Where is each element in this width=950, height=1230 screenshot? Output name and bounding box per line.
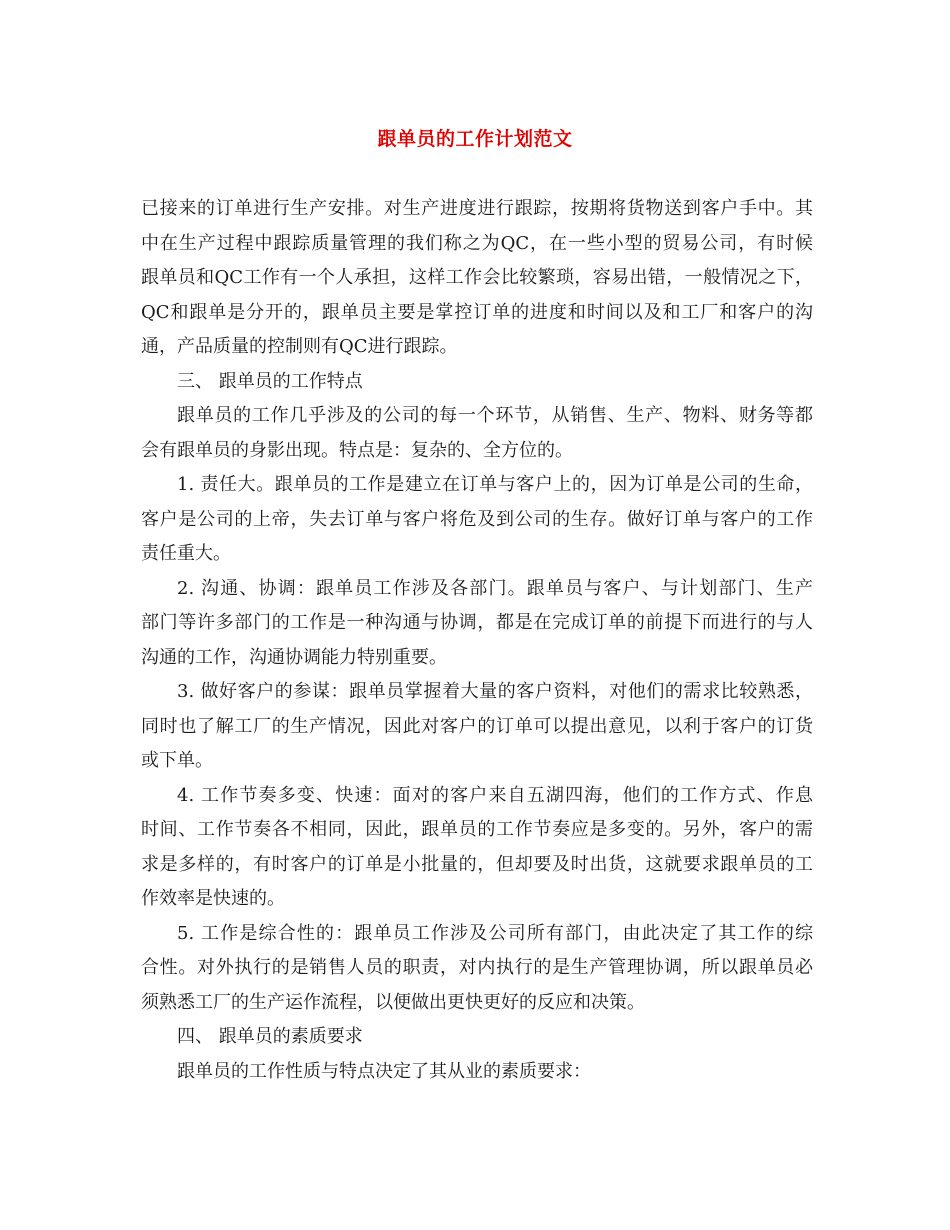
text-line: 3. 做好客户的参谋：跟单员掌握着大量的客户资料，对他们的需求比较熟悉，	[177, 681, 813, 702]
text-line: 1. 责任大。跟单员的工作是建立在订单与客户上的，因为订单是公司的生命，	[177, 474, 813, 495]
text-line: 须熟悉工厂的生产运作流程，以便做出更快更好的反应和决策。	[141, 991, 645, 1013]
text-line: 跟单员的工作性质与特点决定了其从业的素质要求：	[177, 1060, 591, 1082]
text-line: 客户是公司的上帝，失去订单与客户将危及到公司的生存。做好订单与客户的工作	[141, 508, 813, 530]
text-line: 合性。对外执行的是销售人员的职责，对内执行的是生产管理协调，所以跟单员必	[141, 957, 813, 978]
text-line: 跟单员和QC工作有一个人承担，这样工作会比较繁琐，容易出错，一般情况之下，	[141, 267, 813, 288]
text-line: 责任重大。	[141, 543, 231, 564]
text-line: 三、 跟单员的工作特点	[177, 370, 363, 392]
text-line: 求是多样的，有时客户的订单是小批量的，但却要及时出货，这就要求跟单员的工	[141, 853, 813, 875]
text-line: 或下单。	[141, 750, 213, 771]
text-line: 跟单员的工作几乎涉及的公司的每一个环节，从销售、生产、物料、财务等都	[177, 405, 813, 426]
text-line: 2. 沟通、协调：跟单员工作涉及各部门。跟单员与客户、与计划部门、生产	[177, 577, 813, 599]
text-line: 四、 跟单员的素质要求	[177, 1026, 363, 1047]
document-title: 跟单员的工作计划范文	[377, 128, 573, 150]
text-line: 会有跟单员的身影出现。特点是：复杂的、全方位的。	[141, 439, 573, 461]
text-line: 中在生产过程中跟踪质量管理的我们称之为QC，在一些小型的贸易公司，有时候	[141, 232, 813, 254]
text-line: 同时也了解工厂的生产情况，因此对客户的订单可以提出意见，以利于客户的订货	[141, 715, 813, 737]
text-line: 时间、工作节奏各不相同，因此，跟单员的工作节奏应是多变的。另外，客户的需	[141, 819, 813, 840]
text-line: 沟通的工作，沟通协调能力特别重要。	[141, 646, 447, 668]
document-body	[141, 192, 813, 1089]
text-line: 部门等许多部门的工作是一种沟通与协调，都是在完成订单的前提下而进行的与人	[141, 612, 813, 633]
text-line: 5. 工作是综合性的：跟单员工作涉及公司所有部门，由此决定了其工作的综	[177, 922, 813, 944]
text-line: QC和跟单是分开的，跟单员主要是掌控订单的进度和时间以及和工厂和客户的沟	[141, 301, 813, 323]
text-line: 4. 工作节奏多变、快速：面对的客户来自五湖四海，他们的工作方式、作息	[177, 784, 813, 806]
text-line: 已接来的订单进行生产安排。对生产进度进行跟踪，按期将货物送到客户手中。其	[141, 198, 813, 219]
text-line: 作效率是快速的。	[141, 888, 285, 909]
text-line: 通，产品质量的控制则有QC进行跟踪。	[141, 336, 458, 357]
